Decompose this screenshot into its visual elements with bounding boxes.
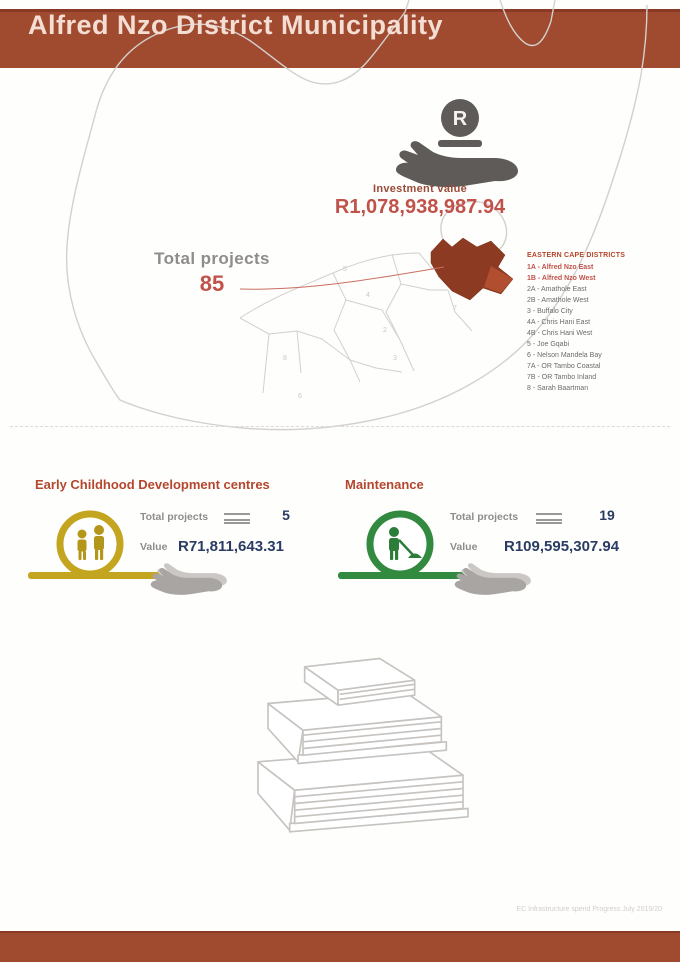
legend-item: 2B - Amathole West xyxy=(527,297,589,304)
legend-item: 3 - Buffalo City xyxy=(527,308,573,315)
district-number-label: 5 xyxy=(343,266,347,273)
legend-item: 2A - Amathole East xyxy=(527,286,587,293)
legend-item: 1B - Alfred Nzo West xyxy=(527,275,596,282)
investment-label: Investment value xyxy=(372,183,468,195)
coin-stack xyxy=(438,140,482,147)
icon-ring xyxy=(60,514,120,574)
district-number-label: 3 xyxy=(393,355,397,362)
rand-symbol: R xyxy=(452,108,468,130)
total-projects-label: Total projects xyxy=(154,249,270,268)
legend-title: EASTERN CAPE DISTRICTS xyxy=(527,252,626,259)
legend-item: 4A - Chris Hani East xyxy=(527,319,591,326)
total-projects-value: 85 xyxy=(199,271,225,296)
district-legend xyxy=(527,252,677,394)
ecd-projects-value: 5 xyxy=(282,507,290,523)
stacked-books-illustration xyxy=(228,650,478,842)
ecd-value-label: Value xyxy=(140,541,168,553)
maintenance-value-label: Value xyxy=(450,541,478,553)
section-divider xyxy=(10,426,670,427)
ecd-value: R71,811,643.31 xyxy=(178,538,284,555)
maintenance-projects-label: Total projects xyxy=(450,511,519,523)
maintenance-section-title: Maintenance xyxy=(345,477,424,492)
district-number-label: 2 xyxy=(383,327,387,334)
ecd-projects-label: Total projects xyxy=(140,511,209,523)
investment-block xyxy=(314,183,526,219)
hand-icon xyxy=(450,559,532,599)
district-number-label: 8 xyxy=(283,355,287,362)
total-projects-block xyxy=(136,249,288,297)
investment-value: R1,078,938,987.94 xyxy=(334,196,506,218)
rand-coin-in-hand-icon xyxy=(388,96,528,196)
hand-shape xyxy=(396,141,518,187)
footer-note: EC Infrastructure spend Progress July 2019/20 xyxy=(516,906,662,913)
legend-item: 8 - Sarah Baartman xyxy=(527,385,589,392)
district-number-label: 4 xyxy=(366,292,370,299)
maintenance-projects-value: 19 xyxy=(599,507,615,523)
list-lines-icon xyxy=(536,513,562,524)
icon-ring xyxy=(370,514,430,574)
legend-item: 5 - Joe Gqabi xyxy=(527,341,570,348)
maintenance-value: R109,595,307.94 xyxy=(504,538,620,555)
ecd-section-title: Early Childhood Development centres xyxy=(35,477,270,492)
legend-item: 7A - OR Tambo Coastal xyxy=(527,363,601,370)
bottom-bar xyxy=(0,931,680,962)
legend-item: 4B - Chris Hani West xyxy=(527,330,593,337)
legend-item: 1A - Alfred Nzo East xyxy=(527,264,594,271)
district-number-label: 6 xyxy=(298,393,302,400)
district-number-label: 7 xyxy=(453,305,457,312)
legend-item: 7B - OR Tambo Inland xyxy=(527,374,597,381)
list-lines-icon xyxy=(224,513,250,524)
legend-item: 6 - Nelson Mandela Bay xyxy=(527,352,602,359)
hand-icon xyxy=(146,559,228,599)
page-title: Alfred Nzo District Municipality xyxy=(28,10,444,40)
